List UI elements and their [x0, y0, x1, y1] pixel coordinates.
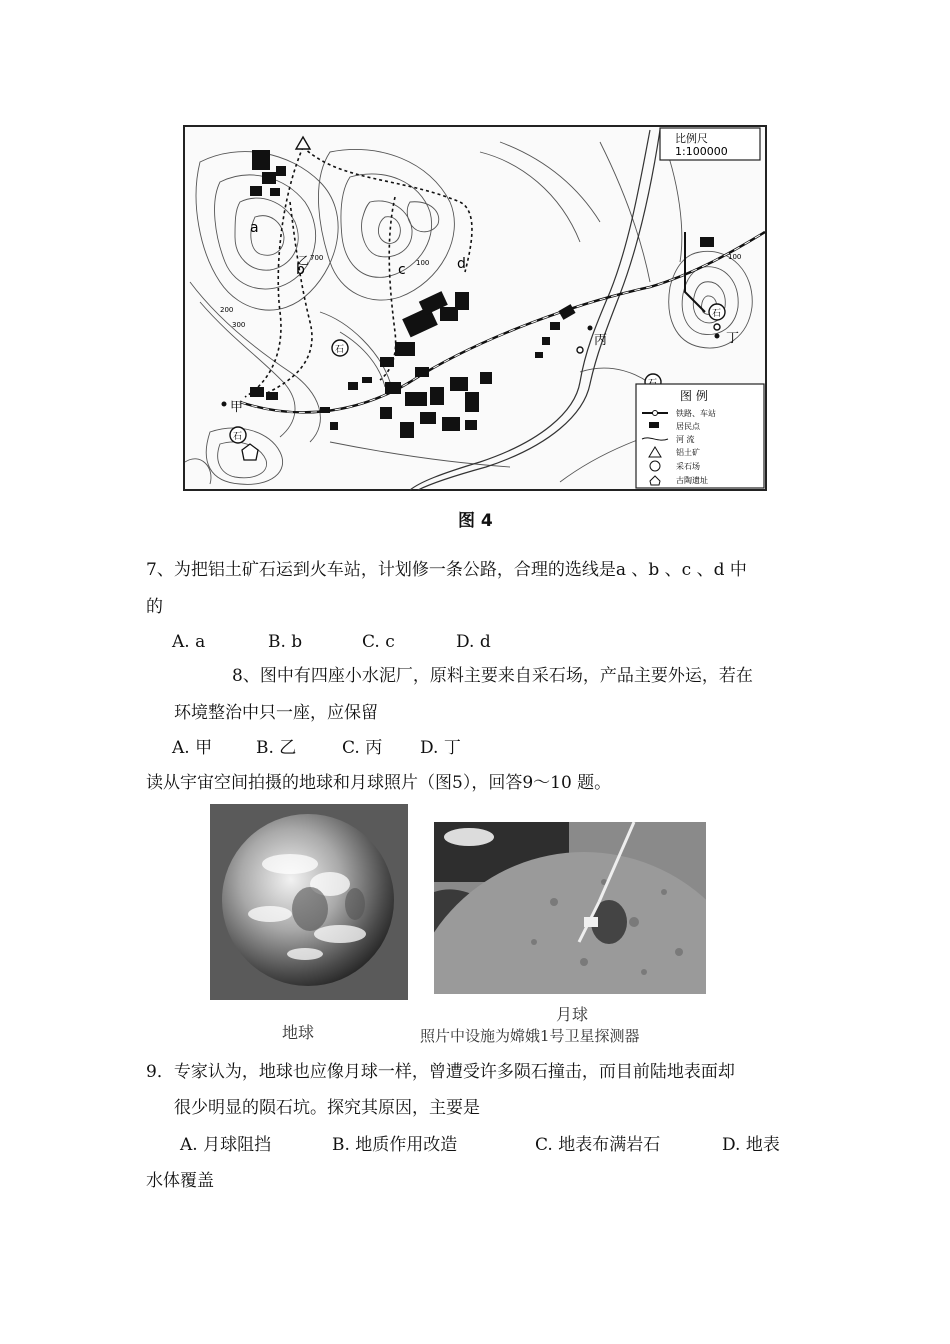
q9-option-c: C. 地表布满岩石 [535, 1135, 661, 1155]
q8-option-b: B. 乙 [256, 738, 297, 758]
legend-item-bauxite: 铝土矿 [676, 448, 700, 457]
quarry-label-1: 石 [335, 345, 345, 355]
q8-text: 8、图中有四座小水泥厂，原料主要来自采石场，产品主要外运，若在 [232, 666, 753, 686]
quarry-label-2: 石 [233, 432, 243, 442]
contour-label-300: 300 [232, 321, 246, 329]
contour-label-200: 200 [220, 306, 234, 314]
intro-text: 读从宇宙空间拍摄的地球和月球照片（图5），回答9～10 题。 [146, 773, 612, 793]
route-label-b: b [296, 262, 305, 278]
contour-label-100b: 100 [728, 253, 742, 261]
contour-label-700: 700 [310, 254, 324, 262]
legend-title: 图 例 [680, 389, 708, 403]
q9-option-a: A. 月球阻挡 [180, 1135, 272, 1155]
quarry-label-4: 石 [712, 309, 722, 319]
scale-box [660, 128, 760, 160]
figure4-caption: 图 4 [458, 511, 493, 531]
figure4-map [180, 122, 770, 494]
place-label-bing: 丙 [594, 333, 608, 348]
q9-option-d: D. 地表 [722, 1135, 780, 1155]
q9-text: 9．专家认为，地球也应像月球一样，曾遭受许多陨石撞击，而目前陆地表面却 [146, 1062, 735, 1082]
route-label-d: d [457, 256, 466, 272]
q9-text-cont: 很少明显的陨石坑。探究其原因，主要是 [174, 1098, 480, 1118]
q9-option-d-cont: 水体覆盖 [146, 1171, 214, 1191]
contour-label-100: 100 [416, 259, 430, 267]
q7-option-b: B. b [268, 632, 303, 652]
moon-caption: 月球 [556, 1005, 589, 1024]
scale-title: 比例尺 [675, 132, 708, 145]
route-label-a: a [250, 220, 259, 236]
q8-text-cont: 环境整治中只一座，应保留 [174, 703, 378, 723]
place-label-ding: 丁 [726, 331, 740, 346]
earth-caption: 地球 [282, 1023, 315, 1042]
moon-photo [434, 822, 706, 994]
legend-item-river: 河 流 [676, 435, 695, 444]
q8-option-c: C. 丙 [342, 738, 383, 758]
legend-item-settlement: 居民点 [676, 422, 700, 431]
place-label-jia: 甲 [230, 400, 244, 415]
legend-item-quarry: 采石场 [676, 462, 700, 471]
q7-option-a: A. a [172, 632, 206, 652]
q7-text-cont: 的 [146, 597, 163, 617]
map-legend [636, 384, 764, 488]
moon-note: 照片中设施为嫦娥1号卫星探测器 [420, 1027, 640, 1045]
q8-option-d: D. 丁 [420, 738, 461, 758]
legend-item-railway: 铁路、车站 [676, 409, 716, 418]
q7-text: 7、为把铝土矿石运到火车站，计划修一条公路，合理的选线是a 、b 、c 、d 中 [146, 560, 747, 580]
route-label-c: c [398, 262, 406, 278]
q9-option-b: B. 地质作用改造 [332, 1135, 458, 1155]
q7-option-d: D. d [456, 632, 491, 652]
q8-option-a: A. 甲 [172, 738, 213, 758]
scale-value: 1:100000 [675, 145, 728, 158]
place-label-yi: 乙 [298, 254, 309, 267]
q7-option-c: C. c [362, 632, 395, 652]
earth-photo [210, 804, 408, 1000]
legend-item-pottery: 古陶遗址 [676, 476, 708, 485]
